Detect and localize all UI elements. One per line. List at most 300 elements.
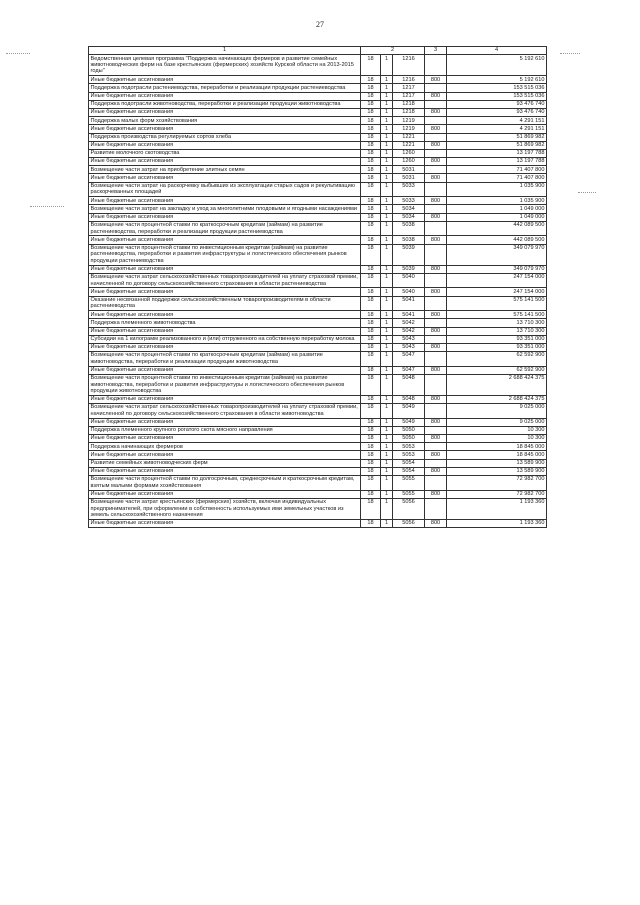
row-code-section: 1 bbox=[381, 475, 393, 490]
row-code-section: 1 bbox=[381, 451, 393, 459]
row-code-chapter: 18 bbox=[361, 84, 381, 92]
row-code-expense-type bbox=[425, 100, 447, 108]
row-code-section: 1 bbox=[381, 366, 393, 374]
row-amount: 62 592 900 bbox=[447, 366, 547, 374]
row-code-expense-type: 800 bbox=[425, 92, 447, 100]
row-amount: 72 982 700 bbox=[447, 475, 547, 490]
row-code-expense-type bbox=[425, 205, 447, 213]
row-code-target: 5055 bbox=[393, 475, 425, 490]
row-amount: 1 193 360 bbox=[447, 519, 547, 527]
row-code-section: 1 bbox=[381, 141, 393, 149]
budget-table bbox=[88, 46, 547, 528]
row-code-target: 1217 bbox=[393, 84, 425, 92]
row-code-section: 1 bbox=[381, 133, 393, 141]
row-code-expense-type: 800 bbox=[425, 435, 447, 443]
row-code-target: 5042 bbox=[393, 327, 425, 335]
row-amount: 1 035 900 bbox=[447, 182, 547, 197]
row-code-expense-type: 800 bbox=[425, 395, 447, 403]
row-code-expense-type: 800 bbox=[425, 451, 447, 459]
row-code-chapter: 18 bbox=[361, 236, 381, 244]
row-code-chapter: 18 bbox=[361, 435, 381, 443]
table-row bbox=[89, 117, 547, 125]
table-row bbox=[89, 108, 547, 116]
row-code-chapter: 18 bbox=[361, 213, 381, 221]
row-amount: 1 193 360 bbox=[447, 498, 547, 519]
row-code-target: 5054 bbox=[393, 459, 425, 467]
row-code-section: 1 bbox=[381, 435, 393, 443]
row-code-target: 5053 bbox=[393, 451, 425, 459]
row-code-chapter: 18 bbox=[361, 366, 381, 374]
row-code-target: 5041 bbox=[393, 296, 425, 311]
row-name: Возмещение части процентной ставки по инвестиционным кредитам (займам) на развитие животноводства, переработки и развития инфраструктуры и логистического обеспечения рынков продукции животноводства bbox=[89, 374, 361, 395]
table-row bbox=[89, 149, 547, 157]
row-amount: 13 589 900 bbox=[447, 467, 547, 475]
row-amount: 5 192 610 bbox=[447, 55, 547, 76]
row-code-chapter: 18 bbox=[361, 244, 381, 265]
row-amount: 4 291 151 bbox=[447, 125, 547, 133]
row-amount: 247 154 000 bbox=[447, 273, 547, 288]
table-row bbox=[89, 197, 547, 205]
row-code-expense-type: 800 bbox=[425, 418, 447, 426]
row-code-section: 1 bbox=[381, 319, 393, 327]
row-code-chapter: 18 bbox=[361, 498, 381, 519]
table-row bbox=[89, 443, 547, 451]
row-name: Иные бюджетные ассигнования bbox=[89, 92, 361, 100]
row-code-chapter: 18 bbox=[361, 374, 381, 395]
row-name: Поддержка малых форм хозяйствования bbox=[89, 117, 361, 125]
row-code-expense-type bbox=[425, 296, 447, 311]
row-code-chapter: 18 bbox=[361, 319, 381, 327]
table-row bbox=[89, 335, 547, 343]
row-code-expense-type: 800 bbox=[425, 490, 447, 498]
table-row bbox=[89, 236, 547, 244]
row-amount: 72 982 700 bbox=[447, 490, 547, 498]
row-code-section: 1 bbox=[381, 296, 393, 311]
row-code-target: 5047 bbox=[393, 352, 425, 367]
row-code-chapter: 18 bbox=[361, 475, 381, 490]
row-code-chapter: 18 bbox=[361, 149, 381, 157]
row-code-chapter: 18 bbox=[361, 418, 381, 426]
table-row bbox=[89, 343, 547, 351]
row-code-target: 5049 bbox=[393, 418, 425, 426]
table-row bbox=[89, 519, 547, 527]
row-code-target: 1216 bbox=[393, 76, 425, 84]
row-code-section: 1 bbox=[381, 100, 393, 108]
row-code-section: 1 bbox=[381, 149, 393, 157]
row-amount: 10 300 bbox=[447, 426, 547, 434]
row-amount: 442 089 500 bbox=[447, 221, 547, 236]
row-name: Иные бюджетные ассигнования bbox=[89, 141, 361, 149]
row-code-expense-type: 800 bbox=[425, 197, 447, 205]
budget-sheet bbox=[88, 46, 546, 528]
row-name: Иные бюджетные ассигнования bbox=[89, 467, 361, 475]
table-row bbox=[89, 366, 547, 374]
table-row bbox=[89, 213, 547, 221]
row-name: Возмещение части затрат сельскохозяйственных товаропроизводителей на уплату страховой премии, начисленной по договору сельскохозяйственного страхования в области животноводства bbox=[89, 404, 361, 419]
row-code-target: 1221 bbox=[393, 141, 425, 149]
row-code-target: 1217 bbox=[393, 92, 425, 100]
row-code-section: 1 bbox=[381, 221, 393, 236]
row-code-expense-type: 800 bbox=[425, 108, 447, 116]
row-code-chapter: 18 bbox=[361, 352, 381, 367]
row-name: Иные бюджетные ассигнования bbox=[89, 366, 361, 374]
table-row bbox=[89, 426, 547, 434]
row-name: Иные бюджетные ассигнования bbox=[89, 519, 361, 527]
table-row bbox=[89, 404, 547, 419]
table-row bbox=[89, 273, 547, 288]
row-name: Возмещение части процентной ставки по краткосрочным кредитам (займам) на развитие животноводства, переработки и реализации продукции животноводства bbox=[89, 352, 361, 367]
row-code-expense-type bbox=[425, 319, 447, 327]
header-col-3: 3 bbox=[425, 47, 447, 55]
row-code-target: 5033 bbox=[393, 197, 425, 205]
row-name: Иные бюджетные ассигнования bbox=[89, 288, 361, 296]
row-amount: 18 845 000 bbox=[447, 443, 547, 451]
row-name: Возмещение части затрат на закладку и уход за многолетними плодовыми и ягодными насаждениями bbox=[89, 205, 361, 213]
row-code-target: 5038 bbox=[393, 236, 425, 244]
row-code-expense-type bbox=[425, 443, 447, 451]
row-name: Иные бюджетные ассигнования bbox=[89, 327, 361, 335]
row-code-expense-type: 800 bbox=[425, 141, 447, 149]
row-name: Поддержка подотрасли растениеводства, переработки и реализации продукции растениеводства bbox=[89, 84, 361, 92]
row-code-target: 5038 bbox=[393, 221, 425, 236]
row-amount: 18 845 000 bbox=[447, 451, 547, 459]
row-name: Возмещение части процентной ставки по инвестиционным кредитам (займам) на развитие растениеводства, переработки и развития инфраструктуры и логистического обеспечения рынков продукции растениеводства bbox=[89, 244, 361, 265]
table-row bbox=[89, 459, 547, 467]
row-code-section: 1 bbox=[381, 327, 393, 335]
row-amount: 2 688 424 375 bbox=[447, 374, 547, 395]
row-code-section: 1 bbox=[381, 418, 393, 426]
row-code-section: 1 bbox=[381, 335, 393, 343]
row-code-target: 5043 bbox=[393, 343, 425, 351]
row-code-chapter: 18 bbox=[361, 100, 381, 108]
row-amount: 13 589 900 bbox=[447, 459, 547, 467]
header-col-1: 1 bbox=[89, 47, 361, 55]
row-amount: 2 688 424 375 bbox=[447, 395, 547, 403]
row-code-section: 1 bbox=[381, 244, 393, 265]
row-code-section: 1 bbox=[381, 265, 393, 273]
table-row bbox=[89, 451, 547, 459]
row-code-expense-type bbox=[425, 475, 447, 490]
table-row bbox=[89, 467, 547, 475]
table-row bbox=[89, 327, 547, 335]
table-row bbox=[89, 288, 547, 296]
table-row bbox=[89, 319, 547, 327]
row-code-target: 1260 bbox=[393, 149, 425, 157]
row-amount: 13 710 300 bbox=[447, 327, 547, 335]
row-code-target: 5034 bbox=[393, 205, 425, 213]
row-amount: 13 197 788 bbox=[447, 149, 547, 157]
row-code-expense-type bbox=[425, 166, 447, 174]
row-code-target: 1216 bbox=[393, 55, 425, 76]
row-code-expense-type: 800 bbox=[425, 519, 447, 527]
table-row bbox=[89, 395, 547, 403]
row-code-expense-type bbox=[425, 55, 447, 76]
table-row bbox=[89, 498, 547, 519]
row-code-section: 1 bbox=[381, 174, 393, 182]
table-row bbox=[89, 76, 547, 84]
row-amount: 153 515 036 bbox=[447, 84, 547, 92]
row-code-target: 5047 bbox=[393, 366, 425, 374]
row-code-chapter: 18 bbox=[361, 327, 381, 335]
row-code-section: 1 bbox=[381, 236, 393, 244]
row-code-expense-type: 800 bbox=[425, 288, 447, 296]
row-amount: 5 192 610 bbox=[447, 76, 547, 84]
row-code-section: 1 bbox=[381, 374, 393, 395]
row-name: Поддержка подотрасли животноводства, переработки и реализации продукции животноводства bbox=[89, 100, 361, 108]
row-code-target: 1219 bbox=[393, 117, 425, 125]
table-row bbox=[89, 158, 547, 166]
row-amount: 13 197 788 bbox=[447, 158, 547, 166]
row-code-chapter: 18 bbox=[361, 395, 381, 403]
row-code-section: 1 bbox=[381, 76, 393, 84]
table-row bbox=[89, 311, 547, 319]
row-code-chapter: 18 bbox=[361, 174, 381, 182]
row-code-chapter: 18 bbox=[361, 205, 381, 213]
row-code-target: 5040 bbox=[393, 273, 425, 288]
row-code-target: 5048 bbox=[393, 395, 425, 403]
row-code-section: 1 bbox=[381, 288, 393, 296]
row-amount: 153 515 036 bbox=[447, 92, 547, 100]
row-code-chapter: 18 bbox=[361, 92, 381, 100]
row-name: Иные бюджетные ассигнования bbox=[89, 343, 361, 351]
table-row bbox=[89, 244, 547, 265]
table-row bbox=[89, 141, 547, 149]
row-amount: 1 049 000 bbox=[447, 205, 547, 213]
row-code-section: 1 bbox=[381, 182, 393, 197]
row-code-chapter: 18 bbox=[361, 451, 381, 459]
row-name: Иные бюджетные ассигнования bbox=[89, 451, 361, 459]
row-code-expense-type bbox=[425, 84, 447, 92]
table-row bbox=[89, 182, 547, 197]
row-amount: 51 869 982 bbox=[447, 141, 547, 149]
table-row bbox=[89, 221, 547, 236]
row-name: Иные бюджетные ассигнования bbox=[89, 418, 361, 426]
row-name: Возмещение части затрат сельскохозяйственных товаропроизводителей на уплату страховой премии, начисленной по договору сельскохозяйственного страхования в области растениеводства bbox=[89, 273, 361, 288]
row-code-chapter: 18 bbox=[361, 76, 381, 84]
row-code-section: 1 bbox=[381, 205, 393, 213]
row-code-target: 5056 bbox=[393, 519, 425, 527]
row-amount: 93 351 000 bbox=[447, 343, 547, 351]
row-code-section: 1 bbox=[381, 490, 393, 498]
row-code-section: 1 bbox=[381, 92, 393, 100]
row-code-expense-type: 800 bbox=[425, 76, 447, 84]
row-code-target: 5031 bbox=[393, 174, 425, 182]
table-row bbox=[89, 100, 547, 108]
row-code-target: 5031 bbox=[393, 166, 425, 174]
row-code-chapter: 18 bbox=[361, 108, 381, 116]
row-code-target: 5033 bbox=[393, 182, 425, 197]
row-code-expense-type bbox=[425, 426, 447, 434]
row-code-section: 1 bbox=[381, 213, 393, 221]
row-code-expense-type: 800 bbox=[425, 265, 447, 273]
row-code-chapter: 18 bbox=[361, 141, 381, 149]
row-code-chapter: 18 bbox=[361, 55, 381, 76]
row-amount: 10 300 bbox=[447, 435, 547, 443]
row-code-target: 1221 bbox=[393, 133, 425, 141]
row-name: Возмещение части затрат на раскорчевку выбывших из эксплуатации старых садов и рекультивацию раскорчеванных площадей bbox=[89, 182, 361, 197]
row-code-chapter: 18 bbox=[361, 490, 381, 498]
row-code-expense-type bbox=[425, 149, 447, 157]
row-code-section: 1 bbox=[381, 519, 393, 527]
row-amount: 51 869 982 bbox=[447, 133, 547, 141]
row-code-target: 5039 bbox=[393, 244, 425, 265]
row-name: Иные бюджетные ассигнования bbox=[89, 395, 361, 403]
row-code-section: 1 bbox=[381, 352, 393, 367]
row-code-expense-type bbox=[425, 335, 447, 343]
row-amount: 442 089 500 bbox=[447, 236, 547, 244]
row-code-section: 1 bbox=[381, 498, 393, 519]
table-row bbox=[89, 92, 547, 100]
row-code-target: 5056 bbox=[393, 498, 425, 519]
margin-mark-top-left bbox=[6, 53, 30, 54]
row-amount: 9 025 000 bbox=[447, 404, 547, 419]
row-code-expense-type bbox=[425, 374, 447, 395]
table-row bbox=[89, 374, 547, 395]
table-row bbox=[89, 125, 547, 133]
row-code-target: 5053 bbox=[393, 443, 425, 451]
row-code-target: 1260 bbox=[393, 158, 425, 166]
row-name: Поддержка начинающих фермеров bbox=[89, 443, 361, 451]
row-amount: 93 476 740 bbox=[447, 108, 547, 116]
table-row bbox=[89, 490, 547, 498]
row-code-chapter: 18 bbox=[361, 426, 381, 434]
row-amount: 247 154 000 bbox=[447, 288, 547, 296]
row-code-expense-type: 800 bbox=[425, 158, 447, 166]
row-code-section: 1 bbox=[381, 343, 393, 351]
table-row bbox=[89, 205, 547, 213]
row-code-section: 1 bbox=[381, 426, 393, 434]
row-code-chapter: 18 bbox=[361, 273, 381, 288]
header-col-2: 2 bbox=[361, 47, 425, 55]
row-code-section: 1 bbox=[381, 311, 393, 319]
row-code-target: 5048 bbox=[393, 374, 425, 395]
row-code-expense-type: 800 bbox=[425, 174, 447, 182]
row-code-expense-type bbox=[425, 133, 447, 141]
row-code-expense-type bbox=[425, 221, 447, 236]
table-row bbox=[89, 435, 547, 443]
row-code-expense-type bbox=[425, 244, 447, 265]
row-name: Возмещение части процентной ставки по краткосрочным кредитам (займам) на развитие растениеводства, переработки и реализации продукции растениеводства bbox=[89, 221, 361, 236]
table-row bbox=[89, 174, 547, 182]
row-amount: 575 141 500 bbox=[447, 296, 547, 311]
row-name: Иные бюджетные ассигнования bbox=[89, 435, 361, 443]
row-name: Возмещение части процентной ставки по долгосрочным, среднесрочным и краткосрочным кредитам, взятым малыми формами хозяйствования bbox=[89, 475, 361, 490]
row-code-section: 1 bbox=[381, 117, 393, 125]
table-row bbox=[89, 55, 547, 76]
row-code-target: 5041 bbox=[393, 311, 425, 319]
margin-mark-top-right bbox=[560, 53, 580, 54]
row-name: Субсидии на 1 килограмм реализованного и (или) отгруженного на собственную переработку молока bbox=[89, 335, 361, 343]
table-row bbox=[89, 265, 547, 273]
row-code-chapter: 18 bbox=[361, 519, 381, 527]
row-name: Иные бюджетные ассигнования bbox=[89, 108, 361, 116]
row-amount: 13 710 300 bbox=[447, 319, 547, 327]
row-code-target: 5050 bbox=[393, 435, 425, 443]
row-code-chapter: 18 bbox=[361, 125, 381, 133]
row-code-expense-type: 800 bbox=[425, 366, 447, 374]
row-name: Иные бюджетные ассигнования bbox=[89, 174, 361, 182]
row-amount: 575 141 500 bbox=[447, 311, 547, 319]
row-amount: 349 079 970 bbox=[447, 244, 547, 265]
row-name: Оказание несвязанной поддержки сельскохозяйственным товаропроизводителям в области растениеводства bbox=[89, 296, 361, 311]
row-code-target: 5040 bbox=[393, 288, 425, 296]
row-code-section: 1 bbox=[381, 273, 393, 288]
row-code-section: 1 bbox=[381, 467, 393, 475]
row-code-chapter: 18 bbox=[361, 467, 381, 475]
row-code-expense-type bbox=[425, 498, 447, 519]
row-name: Ведомственная целевая программа "Поддержка начинающих фермеров и развитие семейных животноводческих ферм на базе крестьянских (фермерских) хозяйств Курской области на 2013-2015 годы" bbox=[89, 55, 361, 76]
row-code-expense-type: 800 bbox=[425, 343, 447, 351]
page-number: 27 bbox=[316, 20, 324, 29]
table-row bbox=[89, 418, 547, 426]
row-code-section: 1 bbox=[381, 108, 393, 116]
row-amount: 1 035 900 bbox=[447, 197, 547, 205]
row-code-target: 5034 bbox=[393, 213, 425, 221]
row-amount: 1 049 000 bbox=[447, 213, 547, 221]
table-row bbox=[89, 84, 547, 92]
row-code-chapter: 18 bbox=[361, 404, 381, 419]
row-code-expense-type bbox=[425, 273, 447, 288]
row-amount: 71 407 800 bbox=[447, 174, 547, 182]
row-amount: 93 476 740 bbox=[447, 100, 547, 108]
row-code-section: 1 bbox=[381, 395, 393, 403]
table-header-row bbox=[89, 47, 547, 55]
row-code-expense-type bbox=[425, 352, 447, 367]
row-code-section: 1 bbox=[381, 158, 393, 166]
row-code-target: 5050 bbox=[393, 426, 425, 434]
row-code-chapter: 18 bbox=[361, 182, 381, 197]
row-amount: 9 025 000 bbox=[447, 418, 547, 426]
row-code-section: 1 bbox=[381, 55, 393, 76]
row-code-expense-type: 800 bbox=[425, 327, 447, 335]
row-code-expense-type: 800 bbox=[425, 213, 447, 221]
budget-table-body bbox=[89, 55, 547, 528]
row-code-expense-type bbox=[425, 117, 447, 125]
table-row bbox=[89, 166, 547, 174]
row-code-expense-type: 800 bbox=[425, 236, 447, 244]
row-code-chapter: 18 bbox=[361, 335, 381, 343]
row-code-section: 1 bbox=[381, 166, 393, 174]
row-name: Возмещение части затрат на приобретение элитных семян bbox=[89, 166, 361, 174]
row-code-chapter: 18 bbox=[361, 343, 381, 351]
row-code-expense-type bbox=[425, 404, 447, 419]
row-code-chapter: 18 bbox=[361, 459, 381, 467]
margin-mark-mid-left bbox=[30, 206, 64, 207]
row-code-target: 5042 bbox=[393, 319, 425, 327]
table-row bbox=[89, 475, 547, 490]
row-code-chapter: 18 bbox=[361, 158, 381, 166]
row-code-target: 1218 bbox=[393, 108, 425, 116]
row-name: Иные бюджетные ассигнования bbox=[89, 158, 361, 166]
row-code-chapter: 18 bbox=[361, 117, 381, 125]
row-name: Развитие семейных животноводческих ферм bbox=[89, 459, 361, 467]
row-code-target: 5039 bbox=[393, 265, 425, 273]
row-name: Иные бюджетные ассигнования bbox=[89, 125, 361, 133]
row-code-target: 5054 bbox=[393, 467, 425, 475]
row-name: Развитие молочного скотоводства bbox=[89, 149, 361, 157]
row-name: Иные бюджетные ассигнования bbox=[89, 197, 361, 205]
row-name: Поддержка племенного животноводства bbox=[89, 319, 361, 327]
row-code-expense-type: 800 bbox=[425, 125, 447, 133]
row-name: Иные бюджетные ассигнования bbox=[89, 311, 361, 319]
row-code-target: 1218 bbox=[393, 100, 425, 108]
row-name: Иные бюджетные ассигнования bbox=[89, 490, 361, 498]
row-code-target: 5043 bbox=[393, 335, 425, 343]
row-code-target: 5049 bbox=[393, 404, 425, 419]
row-code-chapter: 18 bbox=[361, 443, 381, 451]
row-code-section: 1 bbox=[381, 404, 393, 419]
row-code-chapter: 18 bbox=[361, 288, 381, 296]
